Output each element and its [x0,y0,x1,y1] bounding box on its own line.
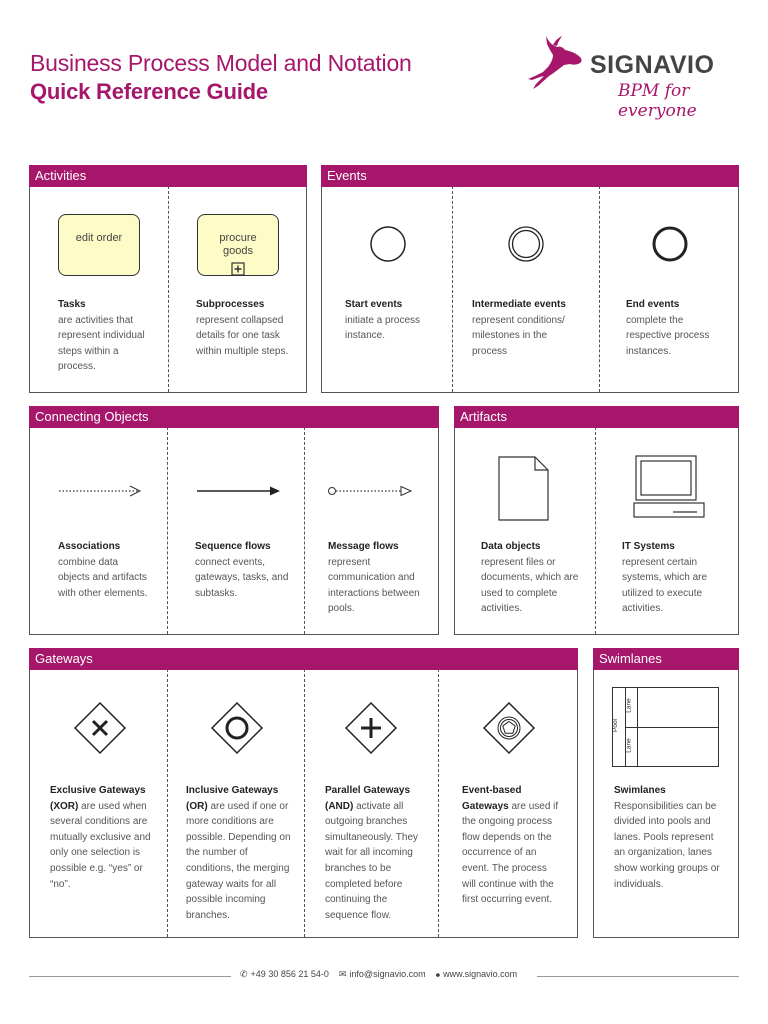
activities-section [29,165,307,393]
subprocess-shape-label: procure goods [219,232,257,257]
message-flow-cell [304,427,439,634]
footer-email-text[interactable]: info@signavio.com [349,969,426,979]
exclusive-gateway-text: are used when several conditions are mutually exclusive and only one selection is possible e.g. “yes” or “no”. [50,800,151,890]
task-cell [30,186,168,392]
end-event-icon [650,224,690,264]
exclusive-gateway-cell [30,669,167,937]
it-system-title: IT Systems [622,541,675,552]
inclusive-gateway-text: are used if one or more conditions are possible. Depending on the number of conditions, the merging gateway waits for all possible incoming branches. [186,800,291,921]
inclusive-gateway-cell [167,669,304,937]
task-shape-label: edit order [75,232,123,244]
start-event-description [345,297,445,344]
parallel-gateway-icon [344,701,398,755]
mouse-icon: ⦁ [435,969,441,979]
start-event-title: Start events [345,299,403,310]
swimlanes-heading: Swimlanes [593,648,739,670]
subprocess-shape [197,214,279,276]
data-object-title: Data objects [481,541,541,552]
parallel-gateway-description [325,783,425,923]
event-based-gateway-text: are used if the ongoing process flow depends on the occurrence of an event. The process will continue with the first occurring event. [462,800,559,906]
subprocess-text: represent collapsed details for one task within multiple steps. [196,314,289,357]
signavio-logo [524,34,734,121]
swimlanes-section [593,648,739,938]
gateways-section [29,648,578,938]
message-flow-arrow-icon [327,484,417,498]
data-object-description [481,539,581,617]
data-object-text: represent files or documents, which are used to complete activities. [481,556,579,615]
sequence-flow-cell [167,427,304,634]
footer-contact [240,969,517,980]
task-shape [58,214,140,276]
inclusive-gateway-description [186,783,294,923]
parallel-gateway-title: Parallel Gateways (AND) [325,785,411,812]
association-title: Associations [58,541,121,552]
event-based-gateway-title: Event-based Gateways [462,785,522,812]
exclusive-gateway-icon [73,701,127,755]
footer-phone-text: +49 30 856 21 54-0 [250,969,329,979]
subprocess-cell [168,186,307,392]
gazelle-icon [524,34,590,94]
lane-divider [625,727,718,728]
connecting-objects-section [29,406,439,635]
footer-web-text[interactable]: www.signavio.com [443,969,518,979]
footer-divider-left [29,976,231,977]
intermediate-event-title: Intermediate events [472,299,566,310]
data-object-icon [497,455,551,523]
association-description [58,539,148,601]
association-cell [30,427,167,634]
phone-icon: ✆ [240,969,248,979]
association-arrow-icon [58,484,148,498]
inclusive-gateway-title: Inclusive Gateways (OR) [186,785,279,812]
sequence-flow-description [195,539,295,601]
swimlanes-description [614,783,726,892]
event-based-gateway-cell [438,669,578,937]
message-flow-text: represent communication and interactions between pools. [328,556,420,615]
start-event-icon [368,224,408,264]
pool-label: Pool [612,718,620,733]
artifacts-heading: Artifacts [454,406,739,428]
intermediate-event-text: represent conditions/ milestones in the process [472,314,565,357]
data-object-cell [455,427,595,634]
task-description [58,297,158,375]
exclusive-gateway-description [50,783,158,892]
parallel-gateway-text: activate all outgoing branches simultaneously. They wait for all incoming branches to be completed before continuing the sequence flow. [325,800,419,921]
inclusive-gateway-icon [210,701,264,755]
task-text: are activities that represent individual steps within a process. [58,314,145,373]
events-heading: Events [321,165,739,187]
connecting-objects-heading: Connecting Objects [29,406,439,428]
logo-wordmark: SIGNAVIO [590,51,715,79]
intermediate-event-cell [452,186,599,392]
gateways-heading: Gateways [29,648,578,670]
start-event-text: initiate a process instance. [345,314,421,342]
message-flow-title: Message flows [328,541,399,552]
footer-phone [240,969,329,980]
it-system-text: represent certain systems, which are utilized to execute activities. [622,556,708,615]
end-event-title: End events [626,299,680,310]
exclusive-gateway-title: Exclusive Gateways (XOR) [50,785,146,812]
subprocess-title: Subprocesses [196,299,265,310]
swimlanes-text: Responsibilities can be divided into pools and lanes. Pools represent an organization, lanes show working groups or individuals. [614,800,720,890]
sequence-flow-arrow-icon [196,484,286,498]
event-based-gateway-description [462,783,562,908]
end-event-text: complete the respective process instances. [626,314,710,357]
intermediate-event-icon [506,224,546,264]
start-event-cell [322,186,452,392]
artifacts-section [454,406,739,635]
pool-diagram [612,687,719,767]
sequence-flow-text: connect events, gateways, tasks, and subtasks. [195,556,289,599]
intermediate-event-description [472,297,582,359]
footer-email[interactable] [339,969,426,980]
lane-label-1: Lane [625,698,633,713]
events-section [321,165,739,393]
it-system-icon [633,454,705,520]
swimlanes-title: Swimlanes [614,785,666,796]
sequence-flow-title: Sequence flows [195,541,271,552]
it-system-cell [595,427,739,634]
footer-divider-right [537,976,739,977]
title-line-2: Quick Reference Guide [30,79,268,104]
subprocess-description [196,297,296,359]
lane-label-2: Lane [625,738,633,753]
message-flow-description [328,539,423,617]
subprocess-plus-icon [231,262,245,276]
end-event-description [626,297,716,359]
mail-icon: ✉ [338,969,347,979]
task-title: Tasks [58,299,86,310]
title-line-1: Business Process Model and Notation [30,50,412,76]
parallel-gateway-cell [304,669,438,937]
event-based-gateway-icon [482,701,536,755]
association-text: combine data objects and artifacts with other elements. [58,556,148,599]
activities-heading: Activities [29,165,307,187]
end-event-cell [599,186,739,392]
logo-tagline: BPM for everyone [618,81,697,121]
it-system-description [622,539,727,617]
footer-web[interactable] [436,969,518,980]
